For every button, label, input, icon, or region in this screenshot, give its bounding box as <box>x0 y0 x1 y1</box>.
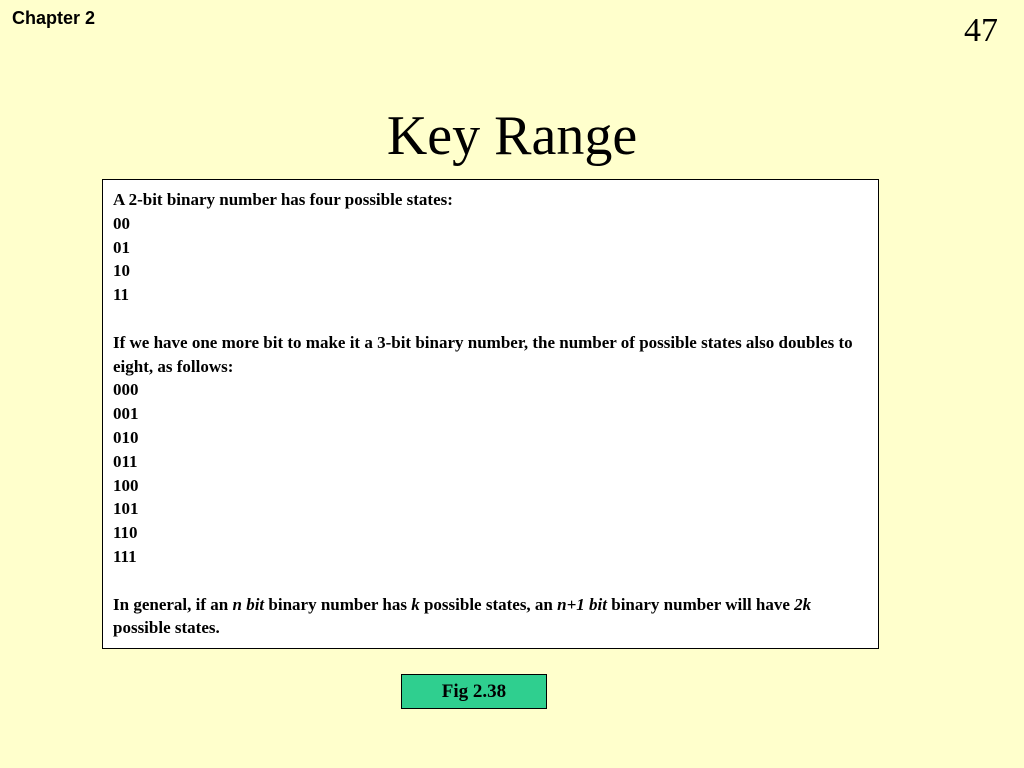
intro-text: A 2-bit binary number has four possible states: <box>113 190 453 209</box>
two-bit-state: 01 <box>113 237 130 257</box>
three-bit-state: 101 <box>113 499 139 519</box>
two-bit-state: 11 <box>113 285 130 305</box>
three-bit-state: 010 <box>113 427 139 447</box>
general-text: binary number will have <box>606 594 795 614</box>
page-number: 47 <box>964 12 998 49</box>
general-text: possible states, an <box>419 594 558 614</box>
slide-title: Key Range <box>386 105 638 167</box>
paragraph-three-bit: If we have one more bit to make it a 3-bit binary number, the number of possible states also doubles to eight, as follows: <box>113 332 853 376</box>
two-bit-state: 10 <box>113 261 130 281</box>
general-text: possible states. <box>113 618 220 638</box>
general-text: binary number has <box>264 594 412 614</box>
three-bit-state: 100 <box>113 475 139 495</box>
general-text: In general, if an <box>113 594 233 614</box>
chapter-label: Chapter 2 <box>12 8 96 28</box>
general-emphasis: 2k <box>794 594 812 614</box>
general-rule-paragraph <box>113 593 868 641</box>
figure-label: Fig 2.38 <box>401 674 547 709</box>
three-bit-state: 011 <box>113 451 138 471</box>
general-emphasis: n+1 bit <box>557 594 607 614</box>
three-bit-state: 001 <box>113 404 139 424</box>
general-emphasis: k <box>411 594 420 614</box>
two-bit-state: 00 <box>113 213 130 233</box>
general-emphasis: n bit <box>232 594 265 614</box>
three-bit-state: 000 <box>113 380 139 400</box>
three-bit-state: 110 <box>113 523 138 543</box>
content-box <box>102 179 879 649</box>
paragraph-gap <box>113 569 868 593</box>
paragraph-gap <box>113 307 868 331</box>
three-bit-state: 111 <box>113 546 137 566</box>
